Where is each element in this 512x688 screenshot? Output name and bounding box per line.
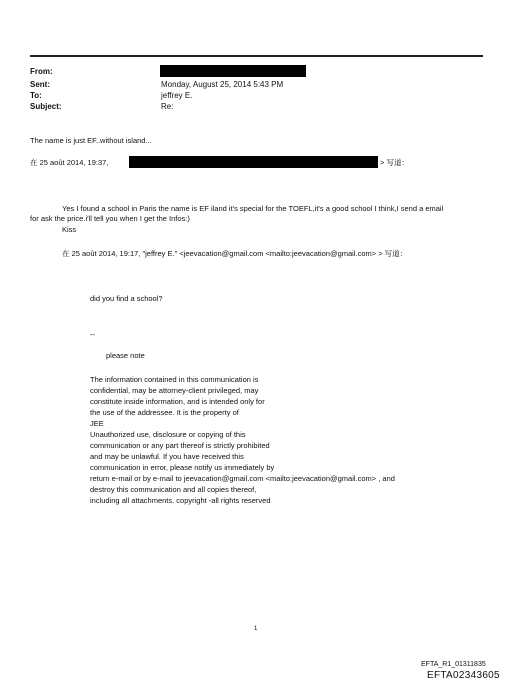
from-label: From: bbox=[30, 67, 53, 76]
disclaimer-line: including all attachments. copyright -all rights reserved bbox=[90, 496, 271, 505]
disclaimer-line: confidential, may be attorney-client privileged, may bbox=[90, 386, 259, 395]
quote-header-1-suffix: > 写道： bbox=[380, 158, 409, 167]
reply-text: The name is just EF..without island... bbox=[30, 136, 152, 145]
quote-header-2: 在 25 août 2014, 19:17, "jeffrey E." <jeevacation@gmail.com <mailto:jeevacation@gmail.com> > 写道： bbox=[62, 249, 408, 258]
bates-number-1: EFTA_R1_01311835 bbox=[421, 661, 486, 668]
to-label: To: bbox=[30, 91, 42, 100]
disclaimer-line: constitute inside information, and is intended only for bbox=[90, 397, 265, 406]
disclaimer-line: return e-mail or by e-mail to jeevacation@gmail.com <mailto:jeevacation@gmail.com> , and bbox=[90, 474, 395, 483]
to-value: jeffrey E. bbox=[161, 91, 193, 100]
subject-label: Subject: bbox=[30, 102, 62, 111]
disclaimer-line: communication or any part thereof is strictly prohibited bbox=[90, 441, 270, 450]
disclaimer-line: the use of the addressee. It is the property of bbox=[90, 408, 239, 417]
page-number: 1 bbox=[254, 626, 258, 632]
disclaimer-line: JEE bbox=[90, 419, 104, 428]
disclaimer-line: and may be unlawful. If you have received this bbox=[90, 452, 244, 461]
disclaimer-line: communication in error, please notify us immediately by bbox=[90, 463, 275, 472]
message-line-1: Yes I found a school in Paris the name is EF iland it's special for the TOEFL,it's a good school I think,I send a email bbox=[62, 204, 444, 213]
message-line-2: for ask the price.i'll tell you when I get the Infos:) bbox=[30, 214, 190, 223]
sent-value: Monday, August 25, 2014 5:43 PM bbox=[161, 80, 284, 89]
quote-header-1: 在 25 août 2014, 19:37, bbox=[30, 158, 109, 167]
signature-dash: -- bbox=[90, 330, 95, 339]
message-line-3: Kiss bbox=[62, 225, 77, 234]
sent-label: Sent: bbox=[30, 80, 50, 89]
subject-value: Re: bbox=[161, 102, 174, 111]
disclaimer-line: destroy this communication and all copies thereof, bbox=[90, 485, 257, 494]
bates-number-2: EFTA02343605 bbox=[427, 670, 500, 681]
header-rule bbox=[30, 55, 483, 57]
redacted-quoted-sender bbox=[129, 156, 378, 168]
please-note: please note bbox=[106, 351, 145, 360]
disclaimer-line: The information contained in this communication is bbox=[90, 375, 259, 384]
question-text: did you find a school? bbox=[90, 294, 163, 303]
disclaimer-line: Unauthorized use, disclosure or copying of this bbox=[90, 430, 246, 439]
redacted-sender bbox=[160, 65, 306, 77]
